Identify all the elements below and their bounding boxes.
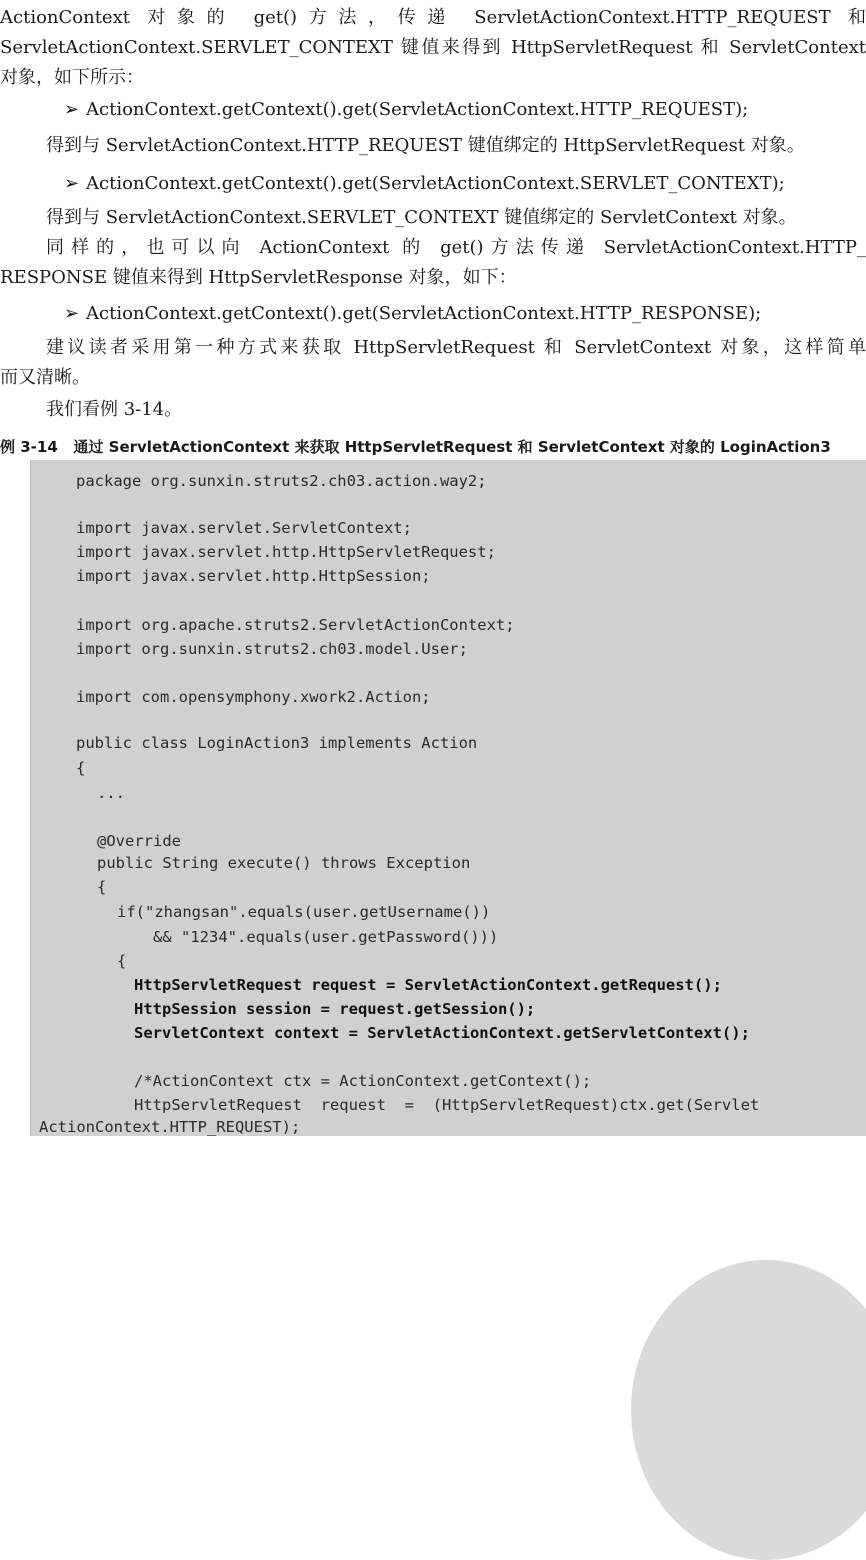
code-line: ActionContext.HTTP_REQUEST); xyxy=(39,1118,301,1136)
code-line: { xyxy=(76,759,86,777)
paragraph-line: 得到与 ServletActionContext.SERVLET_CONTEXT 键值绑定的 ServletContext 对象。 xyxy=(46,207,797,228)
code-line: ... xyxy=(97,784,125,802)
code-line: import javax.servlet.http.HttpSession; xyxy=(76,567,431,585)
arrow-bullet-icon: ➢ xyxy=(64,173,80,194)
code-line: && "1234".equals(user.getPassword())) xyxy=(153,928,499,946)
paragraph-line: RESPONSE 键值来得到 HttpServletResponse 对象，如下： xyxy=(0,267,517,288)
code-line-bold: ServletContext context = ServletActionContext.getServletContext(); xyxy=(134,1024,750,1042)
paragraph-line: 而又清晰。 xyxy=(0,367,90,388)
arrow-bullet-icon: ➢ xyxy=(64,303,80,324)
code-line: package org.sunxin.struts2.ch03.action.way2; xyxy=(76,472,487,490)
code-line: import com.opensymphony.xwork2.Action; xyxy=(76,688,431,706)
bullet-item xyxy=(0,172,866,196)
paragraph-line: 得到与 ServletActionContext.HTTP_REQUEST 键值绑定的 HttpServletRequest 对象。 xyxy=(46,135,805,156)
paragraph-line: 我们看例 3-14。 xyxy=(46,399,183,420)
code-line: /*ActionContext ctx = ActionContext.getContext(); xyxy=(134,1072,592,1090)
bullet-text: ActionContext.getContext().get(ServletActionContext.SERVLET_CONTEXT); xyxy=(86,173,785,194)
code-line: public class LoginAction3 implements Action xyxy=(76,734,478,752)
code-line: public String execute() throws Exception xyxy=(97,854,471,872)
paragraph-line: ServletActionContext.SERVLET_CONTEXT 键值来得到 HttpServletRequest 和 ServletContext xyxy=(0,37,866,58)
bullet-text: ActionContext.getContext().get(ServletActionContext.HTTP_RESPONSE); xyxy=(86,303,762,324)
code-line-bold: HttpSession session = request.getSession(); xyxy=(134,1000,536,1018)
code-line: HttpServletRequest request = (HttpServletRequest)ctx.get(Servlet xyxy=(134,1096,760,1114)
bullet-item xyxy=(0,98,866,122)
paragraph-line: 对象，如下所示： xyxy=(0,67,144,88)
code-line: import javax.servlet.ServletContext; xyxy=(76,519,412,537)
code-line: import org.sunxin.struts2.ch03.model.User; xyxy=(76,640,468,658)
watermark-seal xyxy=(631,1260,866,1560)
code-listing xyxy=(30,460,866,1136)
code-line: if("zhangsan".equals(user.getUsername()) xyxy=(117,903,491,921)
bullet-text: ActionContext.getContext().get(ServletActionContext.HTTP_REQUEST); xyxy=(86,99,749,120)
code-line: @Override xyxy=(97,832,181,850)
code-line: { xyxy=(117,952,127,970)
example-caption: 例 3-14 通过 ServletActionContext 来获取 HttpServletRequest 和 ServletContext 对象的 LoginAction3 xyxy=(0,438,831,456)
paragraph-line: 同样的，也可以向 ActionContext 的 get()方法传递 ServletActionContext.HTTP_ xyxy=(46,237,866,258)
paragraph-line: ActionContext 对象的 get()方法，传递 ServletActionContext.HTTP_REQUEST 和 xyxy=(0,7,866,28)
paragraph-line: 建议读者采用第一种方式来获取 HttpServletRequest 和 ServletContext 对象，这样简单 xyxy=(46,337,866,358)
bullet-item xyxy=(0,302,866,326)
code-line: import org.apache.struts2.ServletActionContext; xyxy=(76,616,515,634)
code-line: import javax.servlet.http.HttpServletRequest; xyxy=(76,543,496,561)
arrow-bullet-icon: ➢ xyxy=(64,99,80,120)
code-line-bold: HttpServletRequest request = ServletActionContext.getRequest(); xyxy=(134,976,722,994)
code-line: { xyxy=(97,878,107,896)
